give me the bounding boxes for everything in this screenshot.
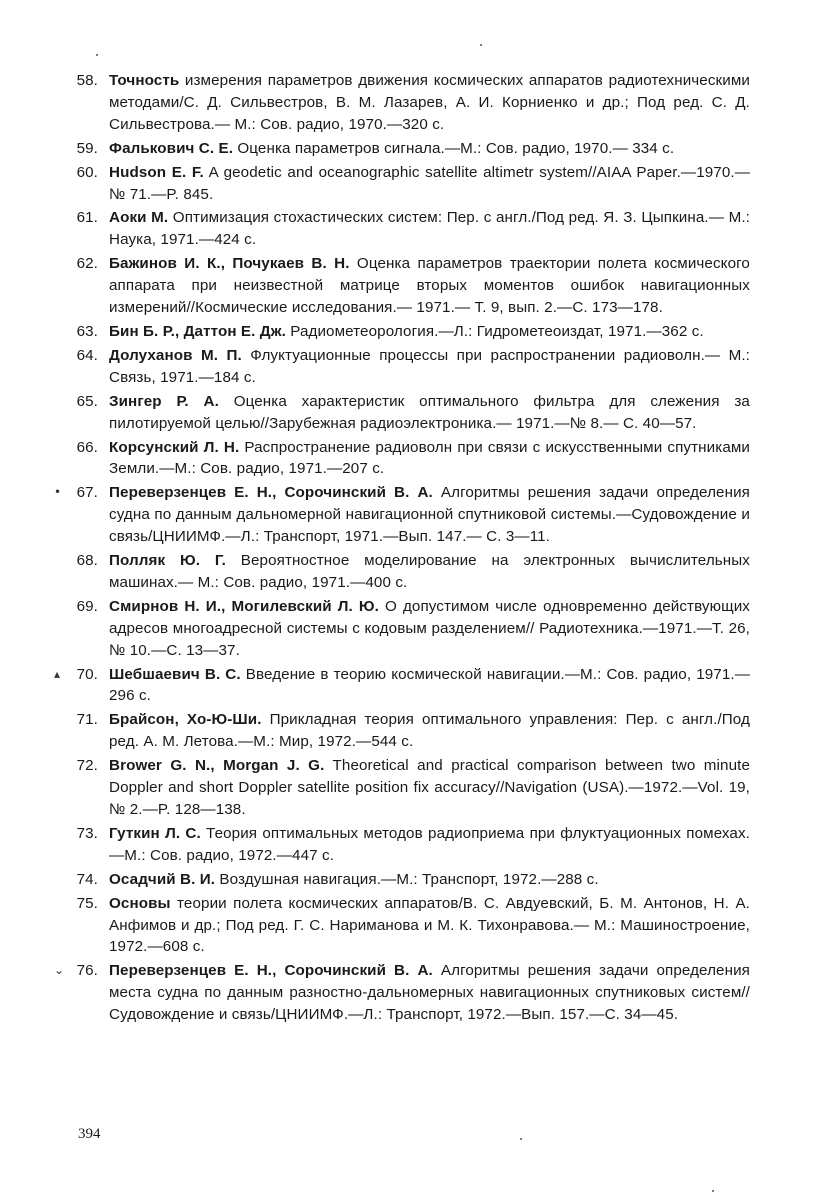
reference-list (54, 70, 751, 1028)
reference-item (62, 391, 750, 435)
print-speck (712, 1190, 714, 1192)
reference-item (62, 253, 750, 319)
reference-text: О допустимом числе одновременно действующих адресов многоадресной системы с кодовым разделением// Радиотехника.—1971.—Т. 26, № 10.—С. 13—37. (109, 597, 750, 659)
reference-item (62, 138, 750, 160)
reference-number: 64. (76, 346, 98, 364)
reference-text: Оценка характеристик оптимального фильтра для слежения за пилотируемой целью//Зарубежная радиоэлектроника.— 1971.—№ 8.— С. 40—57. (109, 392, 750, 432)
print-speck (520, 1138, 522, 1140)
print-speck (480, 44, 482, 46)
reference-number: 69. (76, 597, 98, 615)
margin-mark: ⌄ (54, 963, 65, 978)
reference-number: 68. (76, 552, 98, 570)
reference-text: Воздушная навигация.—М.: Транспорт, 1972.—288 с. (215, 870, 599, 888)
reference-text: Алгоритмы решения задачи определения места судна по данным разностно-дальномерных навигационных спутниковых систем//Судовождение и связь/ЦНИИМФ.—Л.: Транспорт, 1972.—Вып. 157.—С. 34—45. (109, 962, 750, 1024)
reference-item (62, 207, 750, 251)
reference-author: Полляк Ю. Г. (109, 552, 226, 570)
reference-number: 72. (76, 757, 98, 775)
reference-text: измерения параметров движения космических аппаратов радиотехническими методами/С. Д. Сильвестров, В. М. Лазарев, А. И. Корниенко и др.; Под ред. С. Д. Сильвестрова.— М.: Сов. радио, 1970.—320 с. (109, 72, 750, 133)
reference-author: Бажинов И. К., Почукаев В. Н. (109, 255, 350, 273)
reference-text: Оценка параметров сигнала.—М.: Сов. радио, 1970.— 334 с. (233, 139, 675, 157)
margin-mark: • (54, 485, 62, 500)
reference-author: Зингер Р. А. (109, 392, 219, 410)
reference-text: Флуктуационные процессы при распространении радиоволн.— М.: Связь, 1971.—184 с. (109, 346, 751, 386)
reference-author: Точность (109, 72, 180, 89)
reference-text: A geodetic and oceanographic satellite altimetr system//AIAA Paper.—1970.— № 71.—P. 845. (109, 163, 750, 203)
reference-number: 59. (76, 139, 98, 157)
reference-item (62, 596, 750, 662)
reference-number: 74. (76, 870, 98, 888)
reference-item (62, 550, 750, 594)
reference-text: Распространение радиоволн при связи с искусственными спутниками Земли.—М.: Сов. радио, 1971.—207 с. (109, 438, 750, 478)
reference-author: Долуханов М. П. (109, 346, 242, 364)
reference-author: Гуткин Л. С. (109, 824, 201, 842)
page-number: 394 (78, 1126, 101, 1142)
reference-number: 63. (76, 322, 98, 340)
reference-author: Переверзенцев Е. Н., Сорочинский В. А. (109, 484, 433, 502)
reference-number: 66. (76, 438, 98, 456)
reference-item (62, 709, 750, 753)
reference-item (62, 893, 750, 959)
reference-item (62, 869, 750, 891)
print-speck (96, 54, 98, 56)
reference-text: Теория оптимальных методов радиоприема при флуктуационных помехах.—М.: Сов. радио, 1972.—447 с. (109, 824, 750, 864)
reference-number: 76. (76, 962, 98, 980)
reference-author: Аоки М. (109, 209, 169, 227)
reference-author: Бин Б. Р., Даттон Е. Дж. (109, 322, 286, 340)
reference-number: 70. (76, 665, 98, 683)
reference-author: Брайсон, Хо-Ю-Ши. (109, 711, 262, 729)
reference-item (62, 345, 750, 389)
reference-text: Оценка параметров траектории полета космического аппарата при неизвестной матрице вторых моментов ошибок навигационных измерений//Космические исследования.— 1971.— Т. 9, вып. 2.—С. 173—178. (109, 255, 750, 317)
reference-author: Фалькович С. Е. (109, 139, 234, 157)
reference-item (62, 755, 750, 821)
reference-author: Осадчий В. И. (109, 870, 216, 888)
reference-number: 73. (76, 824, 98, 842)
reference-author: Шебшаевич В. С. (109, 665, 241, 683)
reference-number: 71. (76, 711, 98, 729)
reference-number: 61. (76, 209, 98, 227)
reference-item (62, 70, 750, 136)
reference-number: 75. (76, 894, 98, 912)
reference-author: Смирнов Н. И., Могилевский Л. Ю. (109, 597, 379, 615)
reference-text: Theoretical and practical comparison between two minute Doppler and short Doppler satellite position fix accuracy//Navigation (USA).—1972.—Vol. 19, № 2.—P. 128—138. (109, 757, 750, 818)
reference-item (62, 162, 750, 206)
reference-text: Радиометеорология.—Л.: Гидрометеоиздат, 1971.—362 с. (285, 322, 704, 340)
reference-item (62, 437, 750, 481)
reference-author: Переверзенцев Е. Н., Сорочинский В. А. (109, 962, 433, 980)
reference-number: 65. (76, 392, 98, 410)
reference-item (62, 321, 750, 343)
reference-text: Вероятностное моделирование на электронных вычислительных машинах.— М.: Сов. радио, 1971.—400 с. (109, 552, 750, 591)
reference-item (54, 482, 750, 548)
margin-mark: ▴ (54, 666, 61, 681)
reference-number: 62. (76, 255, 98, 273)
reference-item (54, 960, 750, 1026)
reference-text: теории полета космических аппаратов/В. С. Авдуевский, Б. М. Антонов, Н. А. Анфимов и др.; Под ред. Г. С. Нариманова и М. К. Тихонравова.— М.: Машиностроение, 1972.—608 с. (109, 894, 750, 956)
reference-number: 67. (76, 484, 98, 502)
reference-author: Hudson E. F. (109, 163, 204, 181)
reference-text: Прикладная теория оптимального управления: Пер. с англ./Под ред. А. М. Летова.—М.: Мир, 1972.—544 с. (109, 711, 750, 751)
reference-text: Алгоритмы решения задачи определения судна по данным дальномерной навигационной спутниковой системы.—Судовождение и связь/ЦНИИМФ.—Л.: Транспорт, 1971.—Вып. 147.— С. 3—11. (109, 484, 750, 546)
reference-item (54, 664, 750, 708)
reference-number: 60. (76, 163, 98, 181)
reference-text: Оптимизация стохастических систем: Пер. с англ./Под ред. Я. З. Цыпкина.— М.: Наука, 1971.—424 с. (109, 209, 750, 249)
reference-item (62, 823, 750, 867)
reference-author: Brower G. N., Morgan J. G. (109, 757, 325, 775)
reference-number: 58. (76, 72, 98, 89)
reference-text: Введение в теорию космической навигации.—М.: Сов. радио, 1971.—296 с. (109, 665, 750, 705)
reference-author: Основы (109, 894, 171, 912)
reference-author: Корсунский Л. Н. (109, 438, 240, 456)
